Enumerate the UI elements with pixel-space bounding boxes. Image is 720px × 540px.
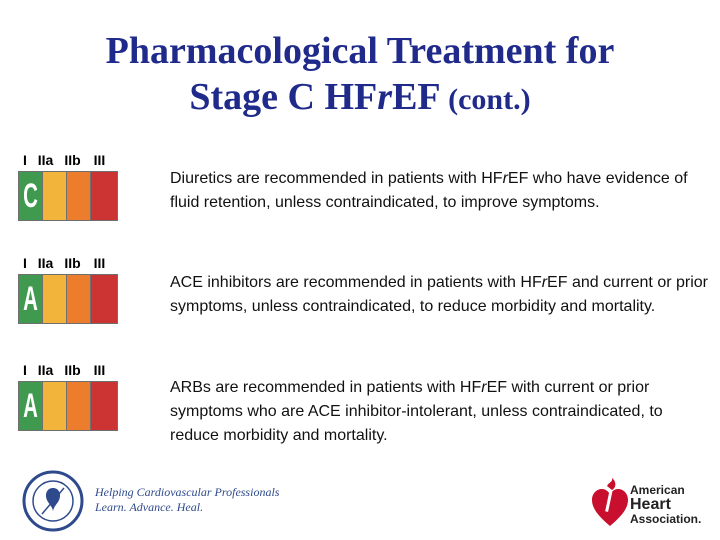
level-of-evidence: C (23, 176, 38, 215)
class-label-iii: III (93, 362, 106, 378)
class-iii-segment (91, 172, 117, 220)
class-label-iii: III (93, 255, 106, 271)
rec-text-pre: ARBs are recommended in patients with HF (170, 379, 482, 396)
class-iia-segment (43, 275, 67, 323)
class-iib-segment (67, 382, 91, 430)
class-iia-segment (43, 382, 67, 430)
title-line-2-pre: Stage C HF (189, 76, 378, 118)
class-label-iia: IIa (37, 255, 54, 271)
tagline-line-1: Helping Cardiovascular Professionals (95, 485, 280, 499)
class-label-iib: IIb (64, 362, 81, 378)
class-bar (18, 381, 118, 431)
recommendation-3 (170, 376, 710, 448)
title-line-1: Pharmacological Treatment for (105, 30, 615, 72)
class-iia-segment (43, 172, 67, 220)
tagline-line-2: Learn. Advance. Heal. (95, 500, 204, 514)
rec-text-r: r (541, 274, 548, 291)
class-i-segment (19, 275, 43, 323)
rec-text-post: EF with current or prior symptoms who are ACE inhibitor-intolerant, unless contraindicated, to reduce morbidity and mortality. (170, 379, 663, 444)
class-label-iia: IIa (37, 362, 54, 378)
aha-heart-torch-icon (590, 478, 630, 530)
class-labels (18, 255, 118, 271)
rec-text-post: EF and current or prior symptoms, unless contraindicated, to reduce morbidity and mortality. (170, 274, 708, 315)
slide-title (0, 28, 720, 123)
class-label-i: I (23, 152, 27, 168)
class-label-i: I (23, 362, 27, 378)
class-iib-segment (67, 172, 91, 220)
class-label-iib: IIb (64, 255, 81, 271)
level-of-evidence: A (23, 386, 38, 425)
title-line-2 (0, 74, 720, 123)
recommendation-1 (170, 167, 710, 215)
aha-line-3: Association. (630, 512, 702, 526)
class-iii-segment (91, 275, 117, 323)
class-iib-segment (67, 275, 91, 323)
class-i-segment (19, 382, 43, 430)
aha-line-1: American (630, 483, 685, 497)
aha-line-2: Heart (630, 496, 671, 513)
title-line-2-small: (cont.) (440, 83, 531, 116)
class-indicator-3 (18, 362, 118, 431)
class-labels (18, 152, 118, 168)
class-i-segment (19, 172, 43, 220)
class-bar (18, 171, 118, 221)
rec-text-post: EF who have evidence of fluid retention, unless contraindicated, to improve symptoms. (170, 170, 688, 211)
level-of-evidence: A (23, 279, 38, 318)
aha-wordmark (630, 484, 701, 526)
acc-seal-icon (22, 470, 84, 532)
class-bar (18, 274, 118, 324)
class-label-iia: IIa (37, 152, 54, 168)
class-label-iib: IIb (64, 152, 81, 168)
recommendation-2 (170, 271, 710, 319)
class-label-iii: III (93, 152, 106, 168)
class-labels (18, 362, 118, 378)
acc-tagline (95, 485, 279, 515)
title-line-2-r: r (377, 76, 393, 118)
title-line-2-post: EF (392, 76, 441, 118)
rec-text-pre: Diuretics are recommended in patients with HF (170, 170, 503, 187)
rec-text-r: r (481, 379, 487, 396)
class-label-i: I (23, 255, 27, 271)
class-iii-segment (91, 382, 117, 430)
class-indicator-2 (18, 255, 118, 324)
rec-text-pre: ACE inhibitors are recommended in patients with HF (170, 274, 542, 291)
class-indicator-1 (18, 152, 118, 221)
rec-text-r: r (502, 170, 508, 187)
